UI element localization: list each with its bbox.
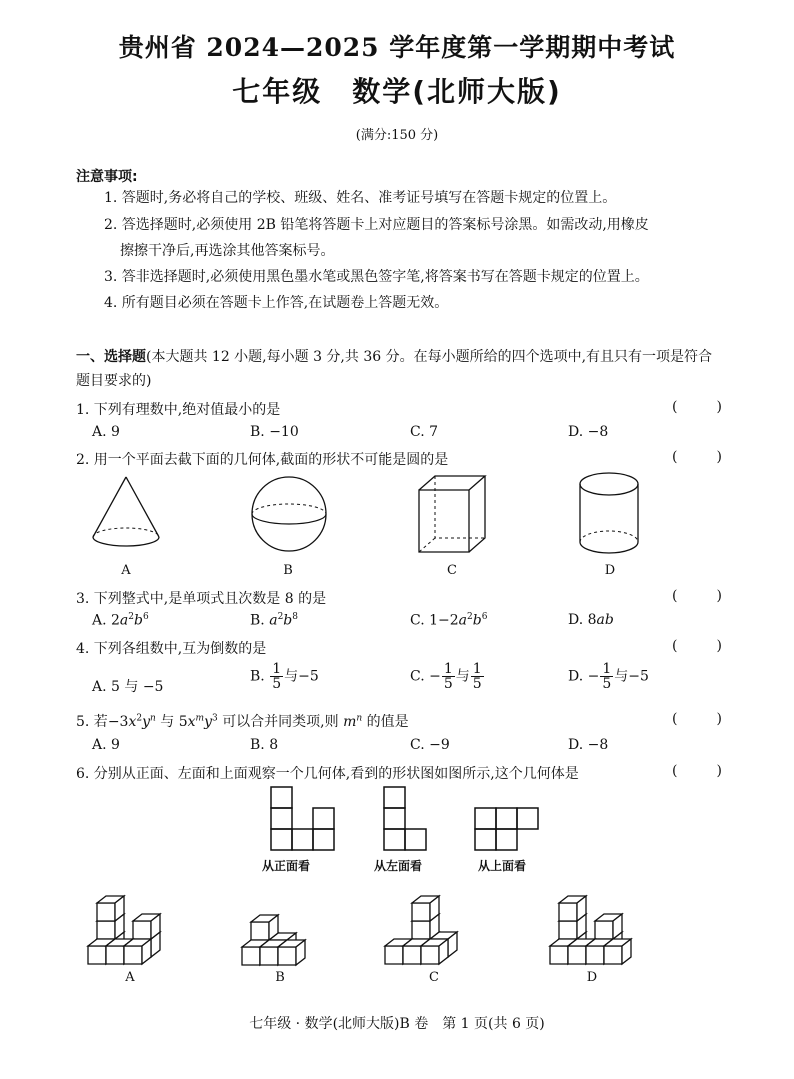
option-b: B. 8 <box>250 737 279 753</box>
front-view-figure <box>270 786 336 852</box>
figure-label-b: B <box>283 563 293 578</box>
question-1-stem: 1. 下列有理数中,绝对值最小的是 <box>76 402 281 418</box>
front-view-label: 从正面看 <box>262 859 311 873</box>
cylinder-figure <box>578 470 642 560</box>
top-view-figure <box>474 807 540 852</box>
question-4-stem: 4. 下列各组数中,互为倒数的是 <box>76 641 267 657</box>
option-b: B. −10 <box>250 424 299 440</box>
option-b: B. $a^2b^8$ <box>250 612 298 629</box>
answer-paren: ( ) <box>672 588 722 604</box>
note-item: 1. 答题时,务必将自己的学校、班级、姓名、准考证号填写在答题卡规定的位置上。 <box>104 190 617 206</box>
left-view-label: 从左面看 <box>374 859 423 873</box>
exam-title: 贵州省 2024—2025 学年度第一学期期中考试 <box>118 33 676 62</box>
option-a: A. 9 <box>92 424 120 440</box>
question-2-stem: 2. 用一个平面去截下面的几何体,截面的形状不可能是圆的是 <box>76 452 449 468</box>
exam-subtitle <box>0 70 794 110</box>
answer-paren: ( ) <box>672 449 722 465</box>
option-a-figure <box>86 876 178 966</box>
option-a: A. 9 <box>92 737 120 753</box>
page-footer: 七年级 · 数学(北师大版)B 卷 第 1 页(共 6 页) <box>249 1016 545 1032</box>
option-d-figure <box>548 876 640 966</box>
option-c-figure <box>383 876 475 966</box>
option-b: B. $\frac{1}{5}$ 与−5 <box>250 661 319 692</box>
question-3-stem: 3. 下列整式中,是单项式且次数是 8 的是 <box>76 591 327 607</box>
note-item: 4. 所有题目必须在答题卡上作答,在试题卷上答题无效。 <box>104 295 449 311</box>
grade-label: 七年级 <box>232 75 323 108</box>
full-score: (满分:150 分) <box>355 128 439 143</box>
question-5-stem: 5. 若$-3x^2y^n$ 与 $5x^my^3$ 可以合并同类项,则 $m^n$ 的值是 <box>76 713 409 730</box>
option-d: D. −8 <box>568 424 609 440</box>
section-title: 一、选择题 <box>76 349 146 365</box>
option-a: A. $2a^2b^6$ <box>92 612 149 629</box>
option-d: D. −8 <box>568 737 609 753</box>
option-label-b: B <box>275 970 285 985</box>
option-d: D. 8ab <box>568 612 614 628</box>
note-item: 3. 答非选择题时,必须使用黑色墨水笔或黑色签字笔,将答案书写在答题卡规定的位置上。 <box>104 269 649 285</box>
answer-paren: ( ) <box>672 763 722 779</box>
section-desc: (本大题共 12 小题,每小题 3 分,共 36 分。在每小题所给的四个选项中,有且只有一项是符合题目要求的) <box>76 349 713 389</box>
subject-label: 数学(北师大版) <box>352 75 562 108</box>
option-label-d: D <box>586 970 598 985</box>
option-a: A. 5 与 −5 <box>92 679 164 695</box>
question-6-stem: 6. 分别从正面、左面和上面观察一个几何体,看到的形状图如图所示,这个几何体是 <box>76 766 579 782</box>
option-label-c: C <box>429 970 439 985</box>
section-heading <box>76 345 726 393</box>
option-b-figure <box>240 895 320 967</box>
option-d: D. − $\frac{1}{5}$ 与−5 <box>568 661 649 692</box>
answer-paren: ( ) <box>672 711 722 727</box>
left-view-figure <box>383 786 428 852</box>
option-c: C. 7 <box>410 424 439 440</box>
note-item: 2. 答选择题时,必须使用 2B 铅笔将答题卡上对应题目的答案标号涂黑。如需改动,用橡皮 <box>104 217 649 233</box>
answer-paren: ( ) <box>672 638 722 654</box>
cuboid-figure <box>417 474 489 556</box>
note-item: 擦擦干净后,再选涂其他答案标号。 <box>120 243 335 259</box>
option-c: C. $1-2a^2b^6$ <box>410 612 488 629</box>
option-c: C. −9 <box>410 737 450 753</box>
option-label-a: A <box>125 970 135 985</box>
option-c: C. − $\frac{1}{5}$ 与 $\frac{1}{5}$ <box>410 661 482 692</box>
sphere-figure <box>250 475 330 555</box>
figure-label-d: D <box>604 563 616 578</box>
answer-paren: ( ) <box>672 399 722 415</box>
top-view-label: 从上面看 <box>478 859 527 873</box>
cone-figure <box>90 475 162 555</box>
figure-label-a: A <box>121 563 131 578</box>
figure-label-c: C <box>447 563 457 578</box>
notes-heading: 注意事项: <box>76 169 138 185</box>
